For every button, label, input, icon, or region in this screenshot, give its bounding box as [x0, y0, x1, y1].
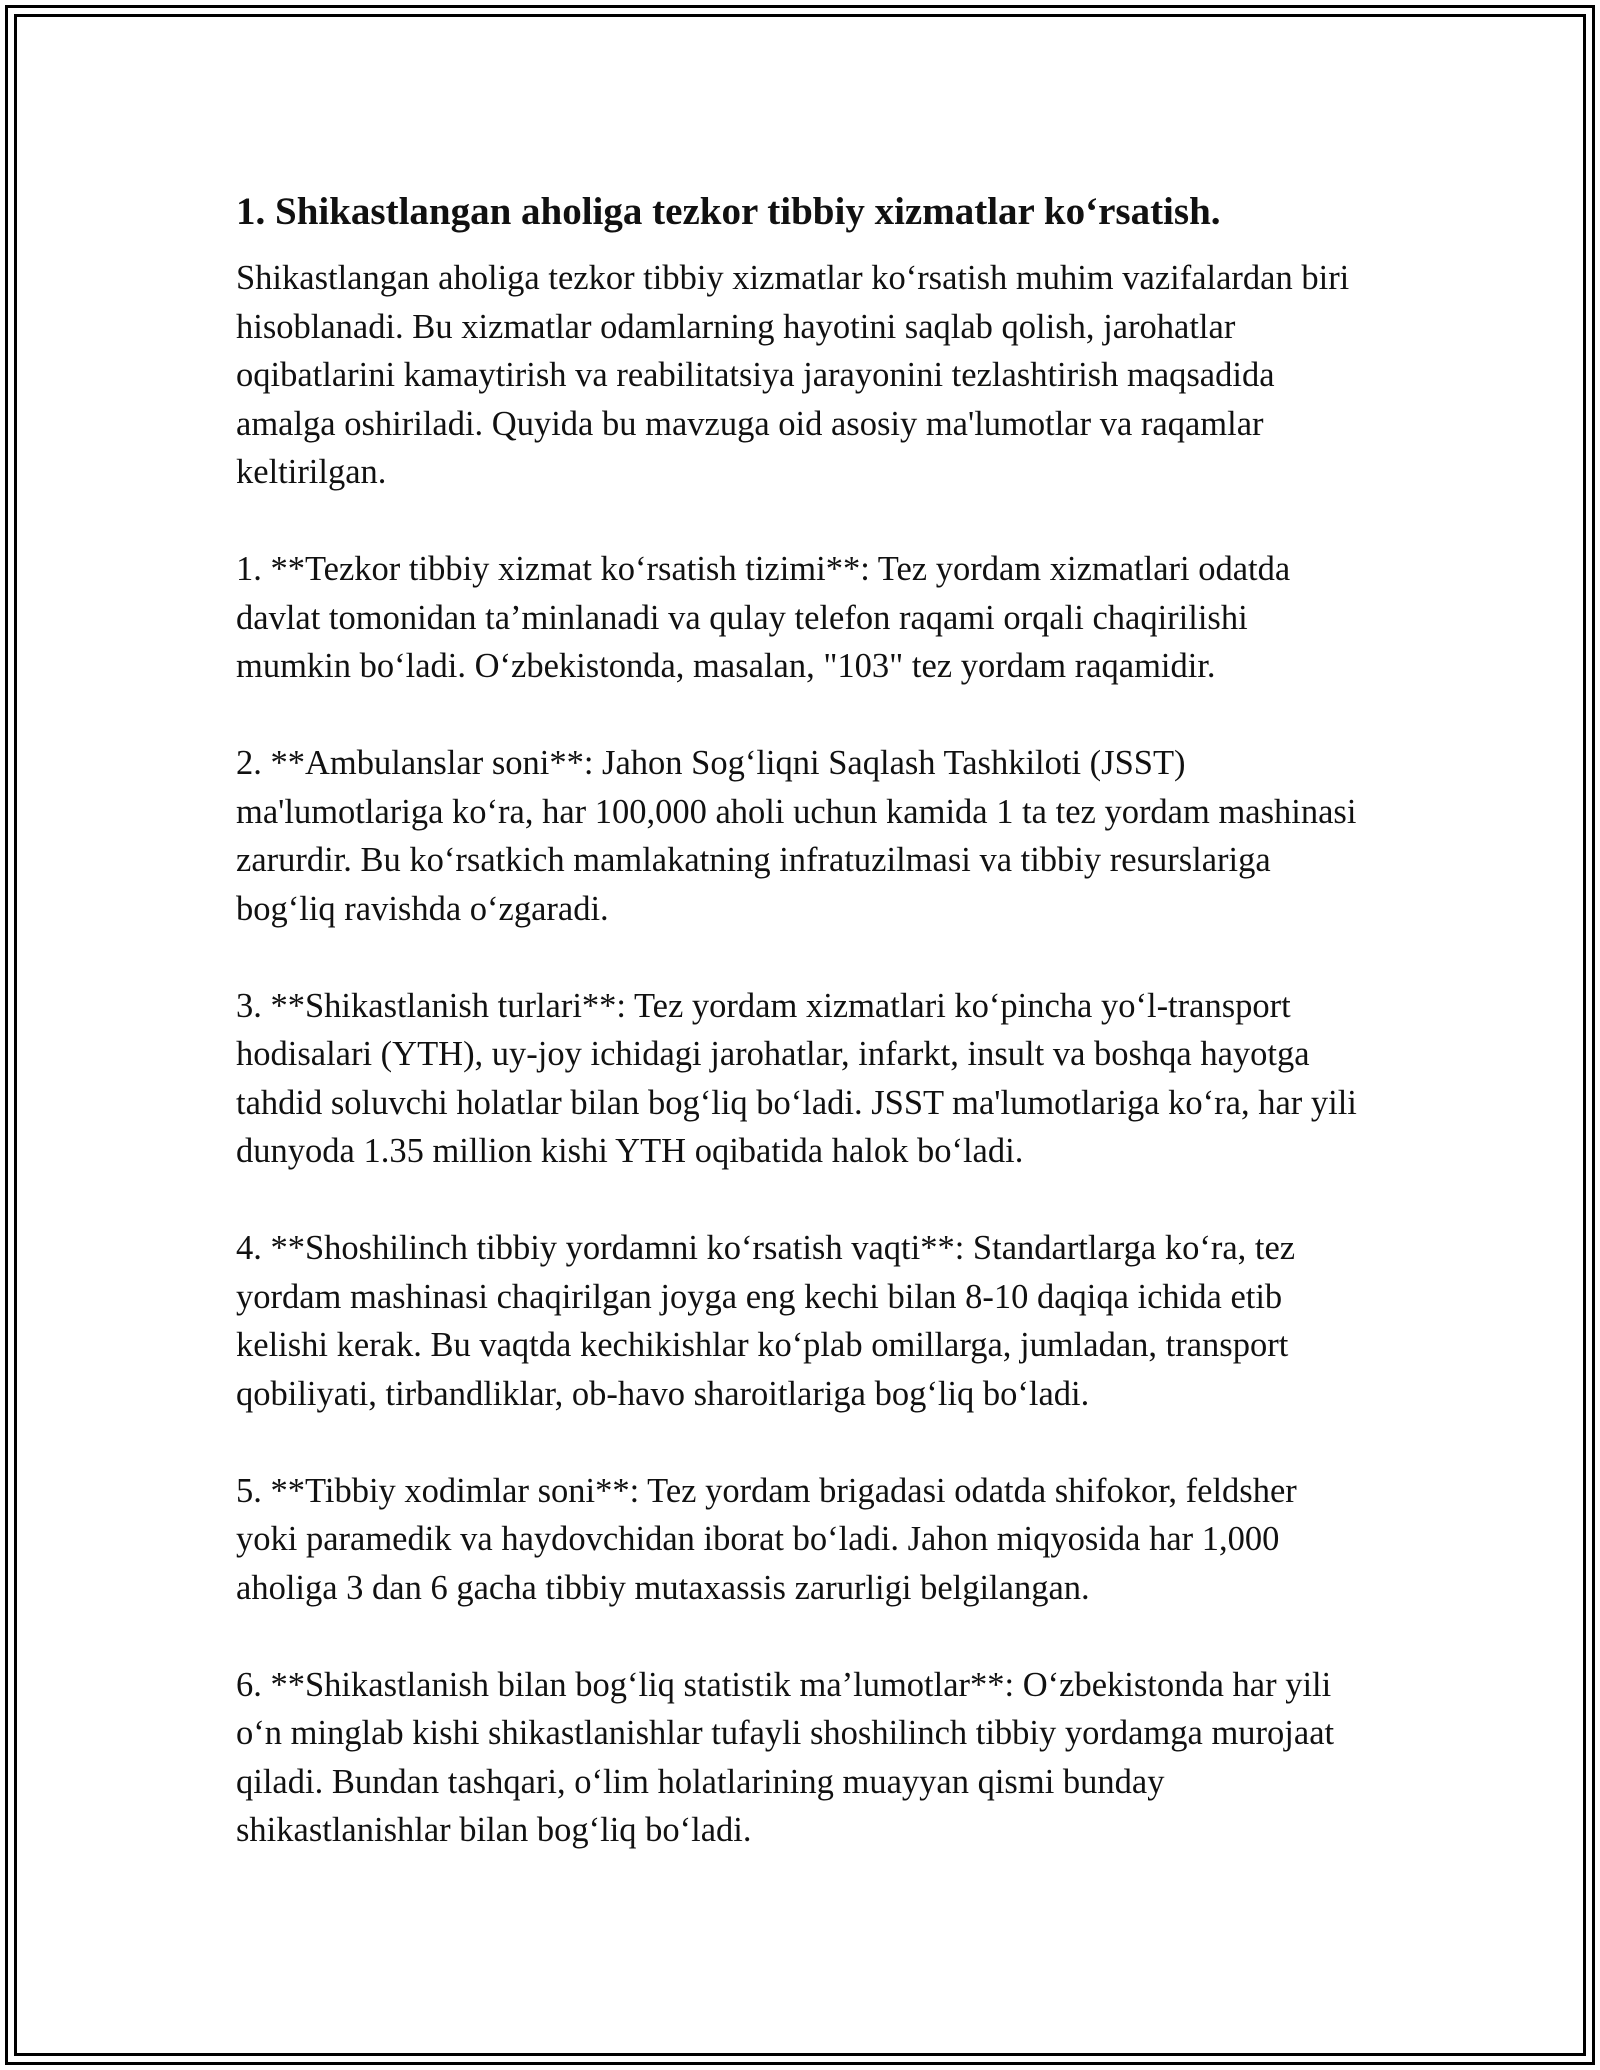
intro-paragraph: Shikastlangan aholiga tezkor tibbiy xizmatlar ko‘rsatish muhim vazifalardan biri hisoblanadi. Bu xizmatlar odamlarning hayotini saqlab qolish, jarohatlar oqibatlarini kamaytirish va reabilitatsiya jarayonini tezlashtirish maqsadida amalga oshiriladi. Quyida bu mavzuga oid asosiy ma'lumotlar va raqamlar keltirilgan. — [236, 259, 1350, 491]
paragraph-item-2: 2. **Ambulanslar soni**: Jahon Sog‘liqni Saqlash Tashkiloti (JSST) ma'lumotlariga ko‘ra, har 100,000 aholi uchun kamida 1 ta tez yordam mashinasi zarurdir. Bu ko‘rsatkich mamlakatning infratuzilmasi va tibbiy resurslariga bog‘liq ravishda o‘zgaradi. — [236, 744, 1357, 928]
paragraph-item-1: 1. **Tezkor tibbiy xizmat ko‘rsatish tizimi**: Tez yordam xizmatlari odatda davlat tomonidan ta’minlanadi va qulay telefon raqami orqali chaqirilishi mumkin bo‘ladi. O‘zbekistonda, masalan, "103" tez yordam raqamidir. — [236, 550, 1291, 685]
paragraph-item-3: 3. **Shikastlanish turlari**: Tez yordam xizmatlari ko‘pincha yo‘l-transport hodisalari (YTH), uy-joy ichidagi jarohatlar, infarkt, insult va boshqa hayotga tahdid soluvchi holatlar bilan bog‘liq bo‘ladi. JSST ma'lumotlariga ko‘ra, har yili dunyoda 1.35 million kishi YTH oqibatida halok bo‘ladi. — [236, 986, 1357, 1170]
paragraph-item-6: 6. **Shikastlanish bilan bog‘liq statistik ma’lumotlar**: O‘zbekistonda har yili o‘n minglab kishi shikastlanishlar tufayli shoshilinch tibbiy yordamga murojaat qiladi. Bundan tashqari, o‘lim holatlarining muayyan qismi bunday shikastlanishlar bilan bog‘liq bo‘ladi. — [236, 1665, 1335, 1849]
document-title: 1. Shikastlangan aholiga tezkor tibbiy xizmatlar ko‘rsatish. — [236, 190, 1221, 233]
paragraph-item-4: 4. **Shoshilinch tibbiy yordamni ko‘rsatish vaqti**: Standartlarga ko‘ra, tez yordam mashinasi chaqirilgan joyga eng kechi bilan 8-10 daqiqa ichida etib kelishi kerak. Bu vaqtda kechikishlar ko‘plab omillarga, jumladan, transport qobiliyati, tirbandliklar, ob-havo sharoitlariga bog‘liq bo‘ladi. — [236, 1229, 1296, 1413]
paragraph-item-5: 5. **Tibbiy xodimlar soni**: Tez yordam brigadasi odatda shifokor, feldsher yoki paramedik va haydovchidan iborat bo‘ladi. Jahon miqyosida har 1,000 aholiga 3 dan 6 gacha tibbiy mutaxassis zarurligi belgilangan. — [236, 1471, 1297, 1607]
document-body — [236, 186, 1366, 1903]
